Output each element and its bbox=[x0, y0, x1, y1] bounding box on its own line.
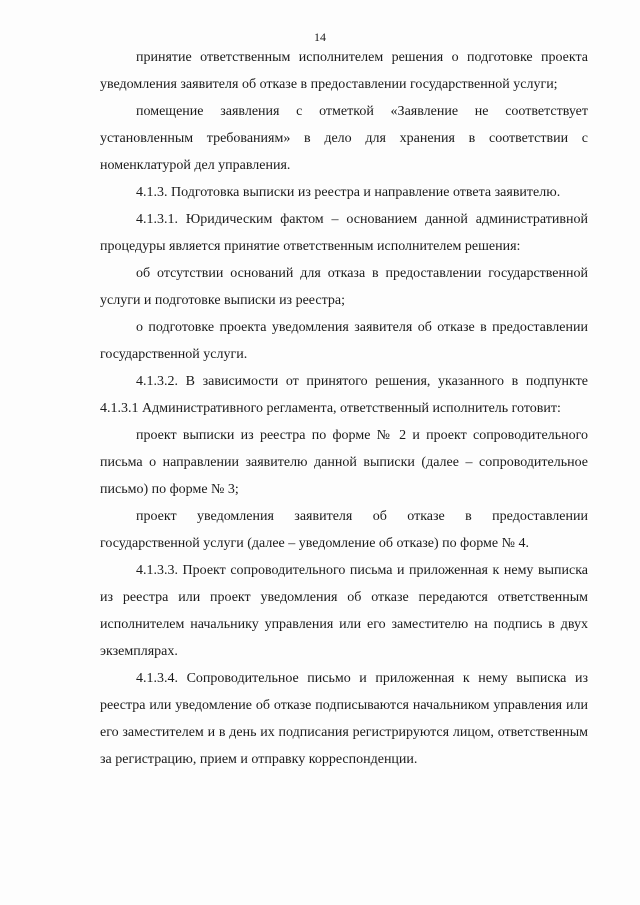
paragraph: о подготовке проекта уведомления заявителя об отказе в предоставлении государственной услуги. bbox=[100, 320, 588, 362]
paragraph: принятие ответственным исполнителем решения о подготовке проекта уведомления заявителя об отказе в предоставлении государственной услуги; bbox=[100, 50, 588, 92]
paragraph: 4.1.3.3. Проект сопроводительного письма и приложенная к нему выписка из реестра или проект уведомления об отказе передаются ответственным исполнителем начальнику управления или его заместителю на подпись в двух экземплярах. bbox=[100, 563, 588, 659]
paragraph: об отсутствии оснований для отказа в предоставлении государственной услуги и подготовке выписки из реестра; bbox=[100, 266, 588, 308]
paragraph: 4.1.3.1. Юридическим фактом – основанием данной административной процедуры является принятие ответственным исполнителем решения: bbox=[100, 212, 588, 254]
paragraph: проект выписки из реестра по форме № 2 и проект сопроводительного письма о направлении заявителю данной выписки (далее – сопроводительное письмо) по форме № 3; bbox=[100, 428, 588, 497]
paragraph: помещение заявления с отметкой «Заявление не соответствует установленным требованиям» в дело для хранения в соответствии с номенклатурой дел управления. bbox=[100, 104, 588, 173]
paragraph: проект уведомления заявителя об отказе в предоставлении государственной услуги (далее – уведомление об отказе) по форме № 4. bbox=[100, 509, 588, 551]
document-body bbox=[100, 44, 588, 773]
section-heading: 4.1.3. Подготовка выписки из реестра и направление ответа заявителю. bbox=[136, 185, 561, 200]
paragraph: 4.1.3.2. В зависимости от принятого решения, указанного в подпункте 4.1.3.1 Административного регламента, ответственный исполнитель готовит: bbox=[100, 374, 588, 416]
paragraph: 4.1.3.4. Сопроводительное письмо и приложенная к нему выписка из реестра или уведомление об отказе подписываются начальником управления или его заместителем и в день их подписания регистрируются лицом, ответственным за регистрацию, прием и отправку корреспонденции. bbox=[100, 671, 588, 767]
page-number: 14 bbox=[314, 30, 326, 44]
